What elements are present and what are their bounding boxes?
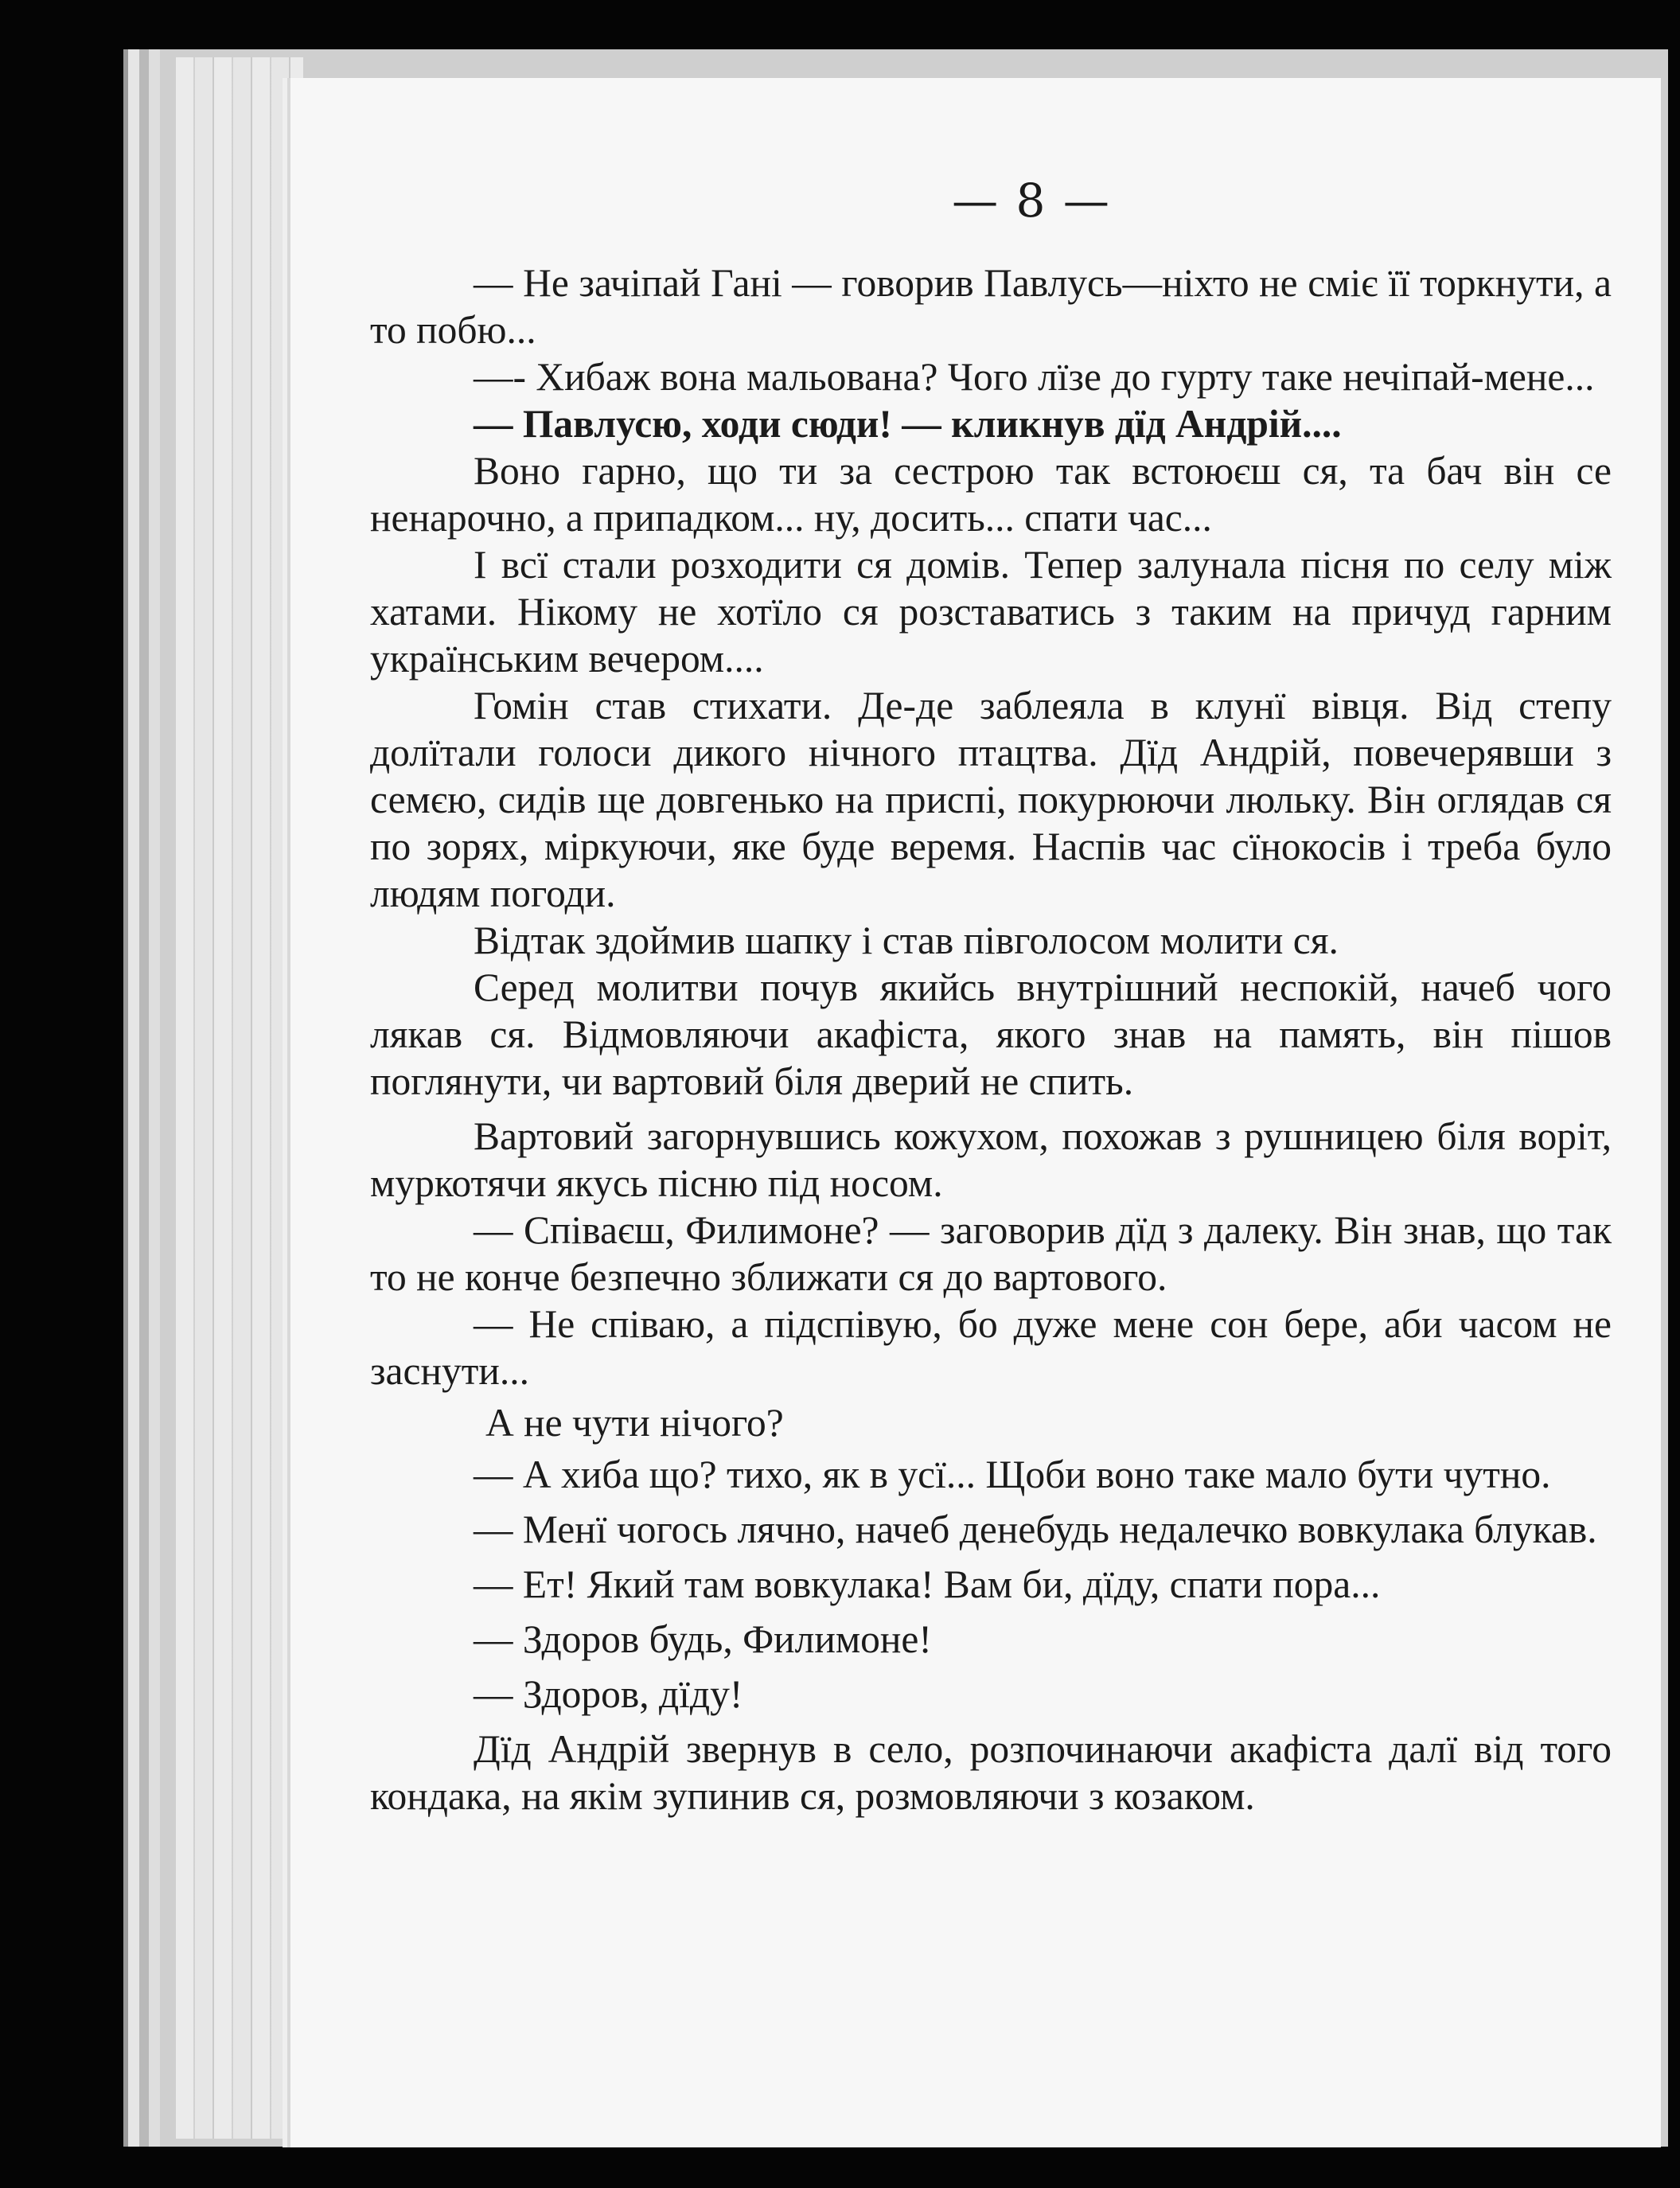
book-page <box>290 78 1661 2147</box>
paragraph: — Не зачіпай Гані — говорив Павлусь—ніхто не сміє її торкнути, а то побю... <box>370 261 1612 352</box>
paragraph: Відтак здоймив шапку і став півголосом молити ся. <box>474 918 1339 962</box>
paragraph: Гомін став стихати. Де-де заблеяла в клунї вівця. Від степу долїтали голоси дикого нічного птацтва. Дїд Андрій, повечерявши з семєю, сидів ще довгенько на приспі, покурюючи люльку. Він оглядав ся по зорях, міркуючи, яке буде веремя. Наспів час сїнокосів і треба було людям погоди. <box>370 684 1612 915</box>
paragraph: А не чути нічого? <box>485 1401 784 1445</box>
page-number: — 8 — <box>952 174 1111 228</box>
paragraph: —- Хибаж вона мальована? Чого лїзе до гурту таке нечіпай-мене... <box>474 355 1595 399</box>
paragraph: — А хиба що? тихо, як в усї... Щоби воно таке мало бути чутно. <box>474 1453 1551 1496</box>
paragraph: Серед молитви почув якийсь внутрішний неспокій, начеб чого лякав ся. Відмовляючи акафіста, якого знав на память, він пішов поглянути, чи вартовий біля дверий не спить. <box>370 965 1612 1103</box>
paragraph: Вартовий загорнувшись кожухом, похожав з рушницею біля воріт, муркотячи якусь пісню під носом. <box>370 1114 1612 1205</box>
paragraph: — Не співаю, а підспівую, бо дуже мене сон бере, аби часом не заснути... <box>370 1302 1612 1393</box>
paragraph: — Павлусю, ходи сюди! — кликнув дїд Андрій.... <box>474 402 1342 446</box>
paragraph: — Менї чогось лячно, начеб денебудь недалечко вовкулака блукав. <box>474 1507 1597 1551</box>
paragraph: — Здоров будь, Филимоне! <box>474 1617 932 1661</box>
paragraph: — Здоров, дїду! <box>474 1672 743 1716</box>
paragraph: Воно гарно, що ти за сестрою так встоюєш ся, та бач він се ненарочно, а припадком... ну, досить... спати час... <box>370 449 1612 540</box>
page-text <box>370 259 1612 1819</box>
paragraph: І всї стали розходити ся домів. Тепер залунала пісня по селу між хатами. Нікому не хотїло ся розставатись з таким на причуд гарним українським вечером.... <box>370 543 1612 681</box>
paragraph: — Ет! Який там вовкулака! Вам би, дїду, спати пора... <box>474 1562 1381 1606</box>
paragraph: Дїд Андрій звернув в село, розпочинаючи акафіста далї від того кондака, на якім зупинив ся, розмовляючи з козаком. <box>370 1727 1612 1818</box>
paragraph: — Співаєш, Филимоне? — заговорив дїд з далеку. Він знав, що так то не конче безпечно зближати ся до вартового. <box>370 1208 1612 1299</box>
